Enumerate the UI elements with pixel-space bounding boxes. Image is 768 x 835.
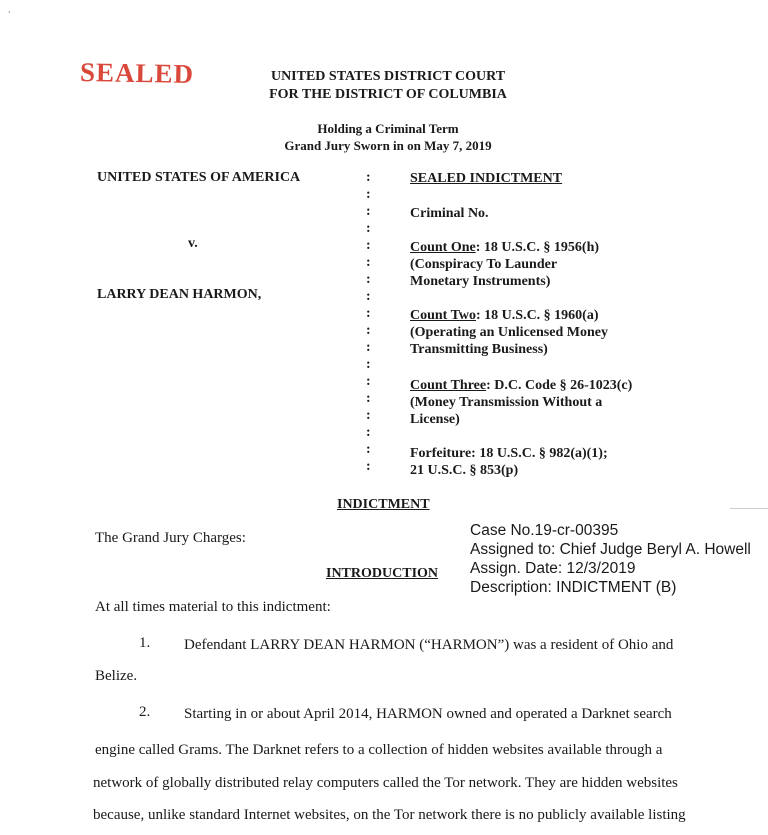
count-three-desc2: License) (410, 412, 460, 427)
colon: : (366, 459, 371, 474)
court-name-line2: FOR THE DISTRICT OF COLUMBIA (269, 87, 507, 102)
colon: : (366, 442, 371, 457)
paragraph-2-line1: Starting in or about April 2014, HARMON owned and operated a Darknet search (184, 706, 672, 722)
count-two-desc2: Transmitting Business) (410, 342, 548, 357)
sealed-stamp: SEALED (79, 57, 195, 89)
indictment-heading: INDICTMENT (337, 497, 430, 512)
scan-mark: , (8, 4, 11, 15)
case-number: Case No.19-cr-00395 (470, 522, 619, 539)
colon: : (366, 374, 371, 389)
colon: : (366, 425, 371, 440)
assigned-judge: Assigned to: Chief Judge Beryl A. Howell (470, 541, 751, 558)
colon: : (366, 255, 371, 270)
paragraph-number: 2. (139, 704, 151, 720)
court-name-line1: UNITED STATES DISTRICT COURT (270, 69, 506, 84)
paragraph-1-line2: Belize. (95, 668, 138, 684)
count-cite: : D.C. Code § 26-1023(c) (486, 378, 633, 393)
forfeiture-line1: Forfeiture: 18 U.S.C. § 982(a)(1); (410, 446, 608, 461)
colon: : (366, 340, 371, 355)
paragraph-2-line3: network of globally distributed relay computers called the Tor network. They are hidden websites (93, 775, 678, 791)
colon: : (366, 323, 371, 338)
stamp-edge-line (730, 508, 768, 509)
count-cite: : 18 U.S.C. § 1956(h) (475, 240, 600, 255)
colon: : (366, 238, 371, 253)
colon: : (366, 306, 371, 321)
colon: : (366, 272, 371, 287)
count-two-desc1: (Operating an Unlicensed Money (410, 325, 608, 340)
paragraph-number: 1. (139, 635, 151, 651)
plaintiff-name: UNITED STATES OF AMERICA (97, 170, 301, 185)
colon: : (366, 408, 371, 423)
colon: : (366, 357, 371, 372)
paragraph-1-line1: Defendant LARRY DEAN HARMON (“HARMON”) was a resident of Ohio and (184, 637, 674, 653)
versus: v. (188, 236, 198, 251)
grand-jury-charges: The Grand Jury Charges: (95, 530, 246, 546)
defendant-name: LARRY DEAN HARMON, (97, 287, 262, 302)
assign-date: Assign. Date: 12/3/2019 (470, 560, 636, 577)
term-line1: Holding a Criminal Term (317, 121, 459, 136)
introduction-heading: INTRODUCTION (326, 566, 439, 581)
colon: : (366, 170, 371, 185)
material-statement: At all times material to this indictment: (95, 599, 331, 615)
count-three-desc1: (Money Transmission Without a (410, 395, 603, 410)
count-label: Count One (410, 240, 476, 255)
count-label: Count Three (410, 378, 487, 393)
colon: : (366, 204, 371, 219)
count-label: Count Two (410, 308, 477, 323)
case-description: Description: INDICTMENT (B) (470, 579, 677, 596)
colon: : (366, 391, 371, 406)
paragraph-2-line2: engine called Grams. The Darknet refers to a collection of hidden websites available through a (95, 742, 663, 758)
count-two (410, 307, 599, 324)
colon: : (366, 221, 371, 236)
colon: : (366, 289, 371, 304)
sealed-indictment-title: SEALED INDICTMENT (410, 171, 563, 186)
count-one-desc1: (Conspiracy To Launder (410, 257, 558, 272)
criminal-no: Criminal No. (410, 206, 489, 221)
paragraph-2-line4: because, unlike standard Internet websites, on the Tor network there is no publicly available listing (93, 807, 686, 823)
count-three (410, 377, 632, 394)
count-one (410, 239, 599, 256)
term-line2: Grand Jury Sworn in on May 7, 2019 (284, 138, 492, 153)
count-one-desc2: Monetary Instruments) (410, 274, 551, 289)
count-cite: : 18 U.S.C. § 1960(a) (476, 308, 599, 323)
forfeiture-line2: 21 U.S.C. § 853(p) (410, 463, 519, 478)
colon: : (366, 187, 371, 202)
